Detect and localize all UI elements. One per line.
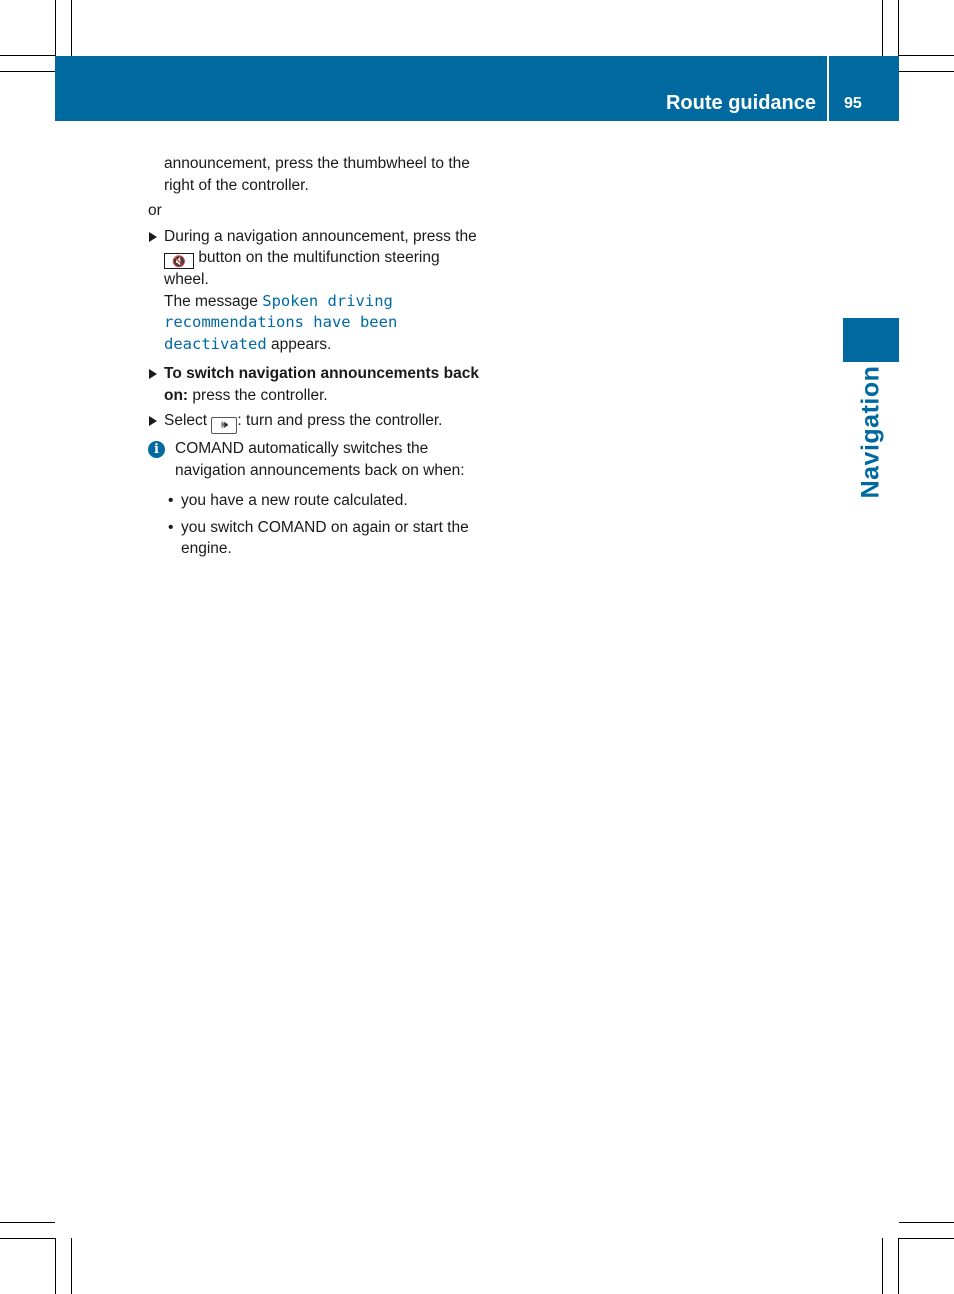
header-divider — [827, 56, 829, 121]
crop-mark — [898, 1238, 899, 1294]
instruction-step — [148, 363, 488, 406]
list-item: • you have a new route calculated. — [168, 490, 488, 512]
info-icon: i — [148, 441, 165, 458]
message-suffix: appears. — [270, 335, 332, 353]
crop-mark — [0, 55, 55, 56]
step-arrow-icon — [149, 232, 157, 242]
crop-mark — [899, 55, 954, 56]
crop-mark — [0, 71, 55, 72]
crop-mark — [0, 1238, 55, 1239]
voice-announcement-icon: 🕪 — [211, 417, 237, 434]
crop-mark — [882, 1238, 883, 1294]
step-text — [164, 226, 488, 291]
crop-mark — [882, 0, 883, 56]
or-text: or — [148, 202, 162, 219]
info-text: COMAND automatically switches the navigation announcements back on when: — [175, 440, 465, 479]
chapter-tab-label: Navigation — [856, 365, 885, 499]
crop-mark — [55, 1238, 56, 1294]
main-content — [148, 153, 488, 565]
crop-mark — [899, 1222, 954, 1223]
step-body: : turn and press the controller. — [237, 412, 443, 429]
crop-mark — [71, 1238, 72, 1294]
step-text-after: button on the multifunction steering wheel. — [164, 249, 440, 288]
crop-mark — [0, 1222, 55, 1223]
instruction-step — [148, 226, 488, 356]
page-number: 95 — [844, 95, 862, 112]
crop-mark — [55, 0, 56, 56]
list-item: • you switch COMAND on again or start the engine. — [168, 517, 488, 560]
step-text-before: During a navigation announcement, press the — [164, 227, 477, 245]
step-text — [164, 410, 488, 434]
display-message: Spoken driving recommendations have been deactivated — [164, 291, 398, 353]
step-prefix: Select — [164, 412, 208, 429]
crop-mark — [898, 0, 899, 56]
step-arrow-icon — [149, 416, 157, 426]
condition-list — [148, 490, 488, 560]
chapter-tab-marker — [843, 318, 899, 362]
continuation-text: announcement, press the thumbwheel to the right of the controller. — [164, 155, 470, 194]
section-title: Route guidance — [665, 92, 816, 114]
message-text — [164, 291, 488, 356]
step-arrow-icon — [149, 369, 157, 379]
crop-mark — [71, 0, 72, 56]
crop-mark — [899, 71, 954, 72]
info-note — [148, 438, 488, 481]
message-prefix: The message — [164, 292, 258, 310]
mute-icon: 🔇 — [164, 253, 194, 269]
crop-mark — [899, 1238, 954, 1239]
instruction-step — [148, 410, 488, 434]
page-header — [55, 56, 899, 121]
step-body: press the controller. — [192, 386, 328, 404]
step-text — [164, 363, 488, 406]
step-heading: To switch navigation announcements back on: — [164, 365, 479, 404]
